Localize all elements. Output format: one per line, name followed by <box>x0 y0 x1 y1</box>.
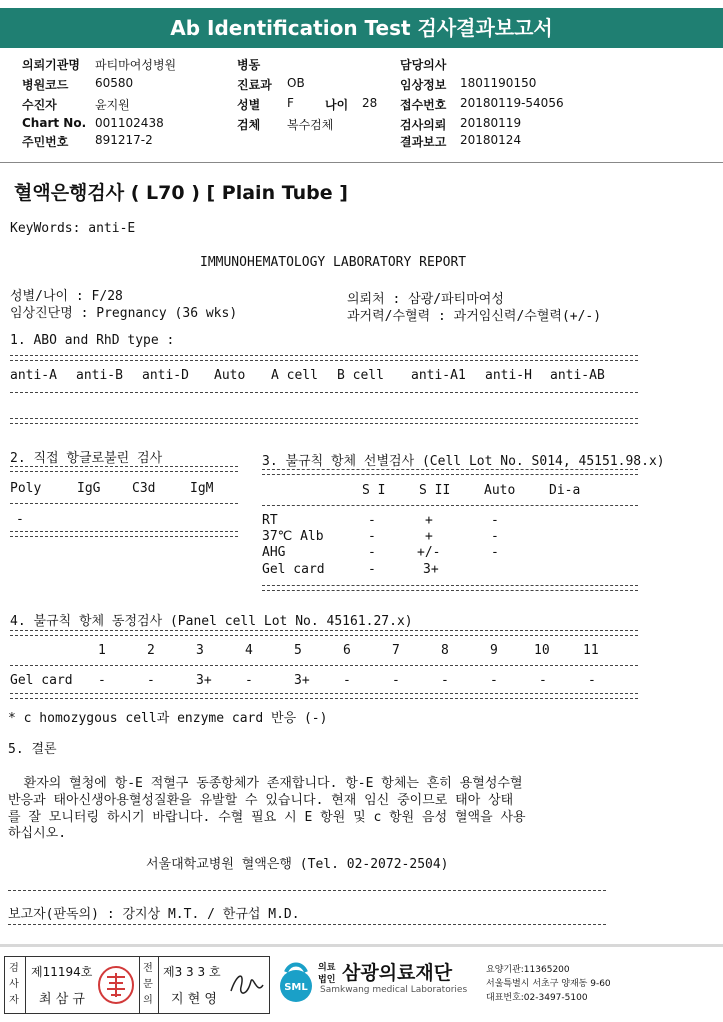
info-value: 파티마여성병원 <box>95 58 177 72</box>
single-rule <box>8 890 606 891</box>
s1-header-cell: anti-A1 <box>411 368 466 383</box>
info-value: 윤지원 <box>95 98 130 112</box>
s4-cell: 3+ <box>294 673 310 688</box>
s3-row-label: Gel card <box>262 562 325 577</box>
s1-header-cell: anti-H <box>485 368 532 383</box>
single-rule <box>10 392 638 393</box>
s3-row-label: AHG <box>262 545 286 560</box>
footer-divider <box>0 944 723 947</box>
info-label: 성별 <box>237 98 261 112</box>
info-value: 001102438 <box>95 116 164 130</box>
s2-header-cell: Poly <box>10 481 42 496</box>
s5-title: 5. 결론 <box>8 742 57 757</box>
s4-cell: 3+ <box>196 673 212 688</box>
signature-icon <box>227 967 265 1003</box>
s4-cell: - <box>441 673 449 688</box>
s3-cell: - <box>491 513 499 528</box>
s3-cell: - <box>368 529 376 544</box>
info-value: 1801190150 <box>460 76 537 90</box>
s2-header-cell: IgG <box>77 481 101 496</box>
s1-header-cell: A cell <box>271 368 318 383</box>
org-prefix: 의료법인 <box>318 963 336 985</box>
double-rule <box>10 531 238 537</box>
s4-header-cell: 6 <box>343 643 351 658</box>
s4-cell: - <box>392 673 400 688</box>
org-address: 서울특별시 서초구 양재동 9-60 <box>486 979 611 989</box>
s4-header-cell: 1 <box>98 643 106 658</box>
conclusion-line: 를 잘 모니터링 하시기 바랍니다. 수혈 필요 시 E 항원 및 c 항원 음성 혈액을 사용 <box>8 810 526 825</box>
info-label: 병동 <box>237 58 261 72</box>
info-label: 병원코드 <box>22 78 69 92</box>
s4-cell: - <box>539 673 547 688</box>
info-label: 주민번호 <box>22 135 69 149</box>
double-rule <box>10 466 238 472</box>
s4-row-label: Gel card <box>10 673 73 688</box>
info-label: 수진자 <box>22 98 57 112</box>
s1-title: 1. ABO and RhD type : <box>10 333 175 348</box>
info-label: 의뢰기관명 <box>22 58 80 72</box>
s4-note: * c homozygous cell과 enzyme card 반응 (-) <box>8 711 328 726</box>
specialist-name: 지 현 영 <box>171 992 217 1007</box>
org-code: 요양기관:11365200 <box>486 965 570 975</box>
sex-age: 성별/나이 : F/28 <box>10 289 123 304</box>
info-label: 접수번호 <box>400 98 447 112</box>
info-label: 임상정보 <box>400 78 447 92</box>
info-value: OB <box>287 76 305 90</box>
s1-header-cell: anti-D <box>142 368 189 383</box>
s4-cell: - <box>245 673 253 688</box>
info-value: 60580 <box>95 76 134 90</box>
s4-title: 4. 불규칙 항체 동정검사 (Panel cell Lot No. 45161.27.x) <box>10 614 413 629</box>
conclusion-line: 하십시오. <box>8 826 67 841</box>
specialist-number: 제3 3 3 호 <box>163 965 221 979</box>
s2-header-cell: IgM <box>190 481 214 496</box>
s1-header-cell: anti-AB <box>550 368 605 383</box>
s3-cell: + <box>425 529 433 544</box>
s1-header-cell: anti-B <box>76 368 123 383</box>
s1-header-cell: Auto <box>214 368 246 383</box>
s3-cell: - <box>491 529 499 544</box>
sml-logo-icon <box>272 958 320 1006</box>
inspector-name: 최 삼 규 <box>39 992 85 1007</box>
s3-cell: - <box>368 513 376 528</box>
inspector-label: 검사자 <box>9 963 19 1006</box>
transfusion-history: 과거력/수혈력 : 과거임신력/수혈력(+/-) <box>347 309 602 324</box>
hospital-contact: 서울대학교병원 혈액은행 (Tel. 02-2072-2504) <box>146 857 449 872</box>
info-value: 복수검체 <box>287 118 334 132</box>
divider <box>0 162 723 163</box>
s4-header-cell: 8 <box>441 643 449 658</box>
info-value: 891217-2 <box>95 133 153 147</box>
s4-header-cell: 3 <box>196 643 204 658</box>
s4-header-cell: 9 <box>490 643 498 658</box>
reporter: 보고자(판독의) : 강지상 M.T. / 한규섭 M.D. <box>8 907 300 922</box>
s3-cell: 3+ <box>423 562 439 577</box>
clinical-diagnosis: 임상진단명 : Pregnancy (36 wks) <box>10 306 238 321</box>
s4-cell: - <box>343 673 351 688</box>
inspector-number: 제11194호 <box>31 965 93 979</box>
s4-cell: - <box>490 673 498 688</box>
s1-header-cell: anti-A <box>10 368 57 383</box>
cell-divider <box>139 957 140 1013</box>
double-rule <box>10 355 638 361</box>
single-rule <box>10 503 238 504</box>
s3-row-label: RT <box>262 513 278 528</box>
info-label: 검체 <box>237 118 261 132</box>
s3-header-cell: Di-a <box>549 483 581 498</box>
inspector-seal-icon <box>97 965 135 1005</box>
info-label: 결과보고 <box>400 135 447 149</box>
s3-header-cell: S I <box>362 483 386 498</box>
s3-header-cell: S II <box>419 483 451 498</box>
age-value: 28 <box>362 96 378 110</box>
s3-cell: +/- <box>417 545 441 560</box>
specialist-label: 전문의 <box>143 963 153 1006</box>
single-rule <box>262 505 638 506</box>
s3-cell: - <box>491 545 499 560</box>
s4-header-cell: 2 <box>147 643 155 658</box>
cell-divider <box>158 957 159 1013</box>
conclusion-line: 반응과 태아신생아용혈성질환을 유발할 수 있습니다. 현재 임신 중이므로 태아 상태 <box>8 793 514 808</box>
s4-header-cell: 5 <box>294 643 302 658</box>
signature-box <box>4 956 270 1014</box>
section-title: 혈액은행검사 ( L70 ) [ Plain Tube ] <box>14 182 348 204</box>
s2-value: - <box>16 512 24 527</box>
double-rule <box>262 585 638 591</box>
info-value: 20180124 <box>460 133 522 147</box>
s4-cell: - <box>147 673 155 688</box>
sml-logo-text: SML <box>284 982 308 993</box>
keywords: KeyWords: anti-E <box>10 221 136 236</box>
info-value: F <box>287 96 294 110</box>
s3-row-label: 37℃ Alb <box>262 529 324 544</box>
cell-divider <box>25 957 26 1013</box>
s3-cell: - <box>368 562 376 577</box>
info-value: 20180119-54056 <box>460 96 564 110</box>
info-label: 담당의사 <box>400 58 447 72</box>
referrer: 의뢰처 : 삼광/파티마여성 <box>347 292 504 307</box>
age-label: 나이 <box>325 98 349 112</box>
s3-title: 3. 불규칙 항체 선별검사 (Cell Lot No. S014, 45151.98.x) <box>262 454 665 469</box>
single-rule <box>8 924 606 925</box>
info-value: 20180119 <box>460 116 522 130</box>
report-header-title: Ab Identification Test 검사결과보고서 <box>0 8 723 48</box>
s4-header-cell: 4 <box>245 643 253 658</box>
info-label: 진료과 <box>237 78 272 92</box>
s4-cell: - <box>588 673 596 688</box>
single-rule <box>10 665 638 666</box>
s4-header-cell: 7 <box>392 643 400 658</box>
s3-cell: + <box>425 513 433 528</box>
s3-cell: - <box>368 545 376 560</box>
lab-report-title: IMMUNOHEMATOLOGY LABORATORY REPORT <box>200 255 467 270</box>
info-label: Chart No. <box>22 116 87 130</box>
double-rule <box>10 418 638 424</box>
s2-title: 2. 직접 항글로불린 검사 <box>10 451 163 466</box>
s4-cell: - <box>98 673 106 688</box>
double-rule <box>262 469 638 475</box>
info-label: 검사의뢰 <box>400 118 447 132</box>
conclusion-line: 환자의 혈청에 항-E 적혈구 동종항체가 존재합니다. 항-E 항체는 흔히 용혈성수혈 <box>8 776 523 791</box>
s4-header-cell: 10 <box>534 643 550 658</box>
org-english-name: Samkwang medical Laboratories <box>320 985 468 995</box>
s2-header-cell: C3d <box>132 481 156 496</box>
double-rule <box>10 693 638 699</box>
s3-header-cell: Auto <box>484 483 516 498</box>
org-name: 삼광의료재단 <box>342 962 453 984</box>
s4-header-cell: 11 <box>583 643 599 658</box>
double-rule <box>10 630 638 636</box>
s1-header-cell: B cell <box>337 368 384 383</box>
org-phone: 대표번호:02-3497-5100 <box>486 993 588 1003</box>
